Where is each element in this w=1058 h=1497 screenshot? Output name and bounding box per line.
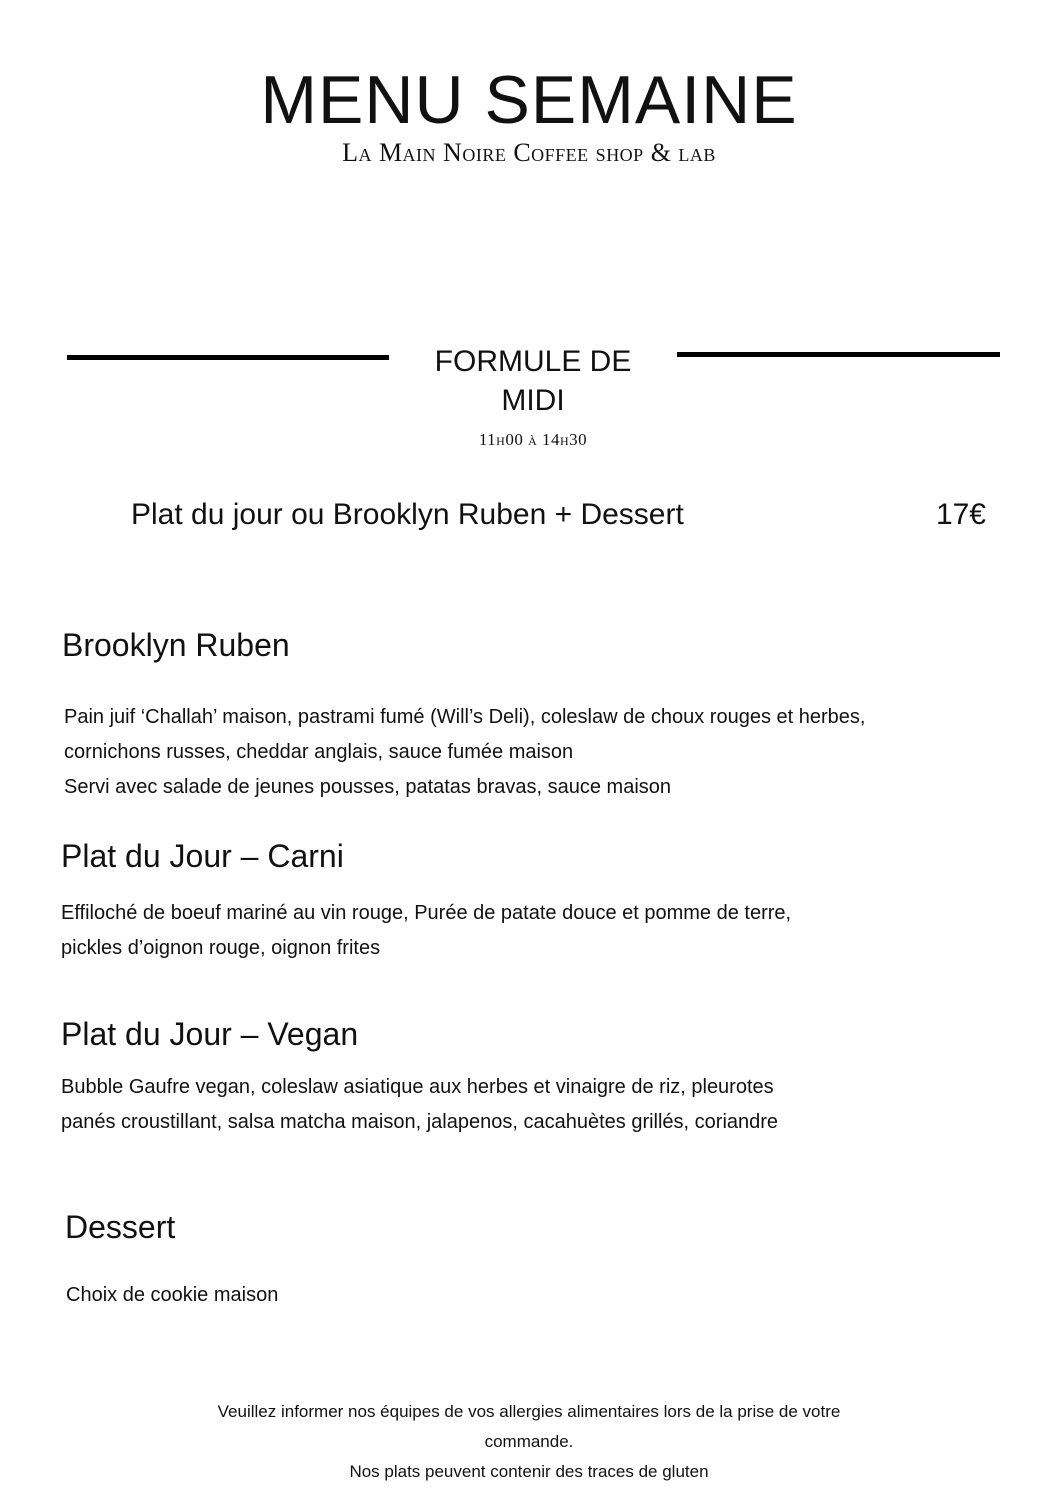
description-line: pickles d’oignon rouge, oignon frites: [61, 937, 381, 959]
shop-name-subtitle: La Main Noire Coffee shop & lab: [342, 138, 716, 167]
description-line: Choix de cookie maison: [66, 1284, 279, 1306]
section-description-brooklyn-ruben: [64, 700, 865, 805]
description-line: cornichons russes, cheddar anglais, sauce fumée maison: [64, 741, 574, 763]
right-divider: [677, 352, 1000, 357]
description-line: Bubble Gaufre vegan, coleslaw asiatique aux herbes et vinaigre de riz, pleurotes: [61, 1076, 774, 1098]
allergy-notice-continued: commande.: [484, 1432, 574, 1451]
section-heading-carni: Plat du Jour – Carni: [61, 838, 344, 874]
formule-title-line2: MIDI: [501, 384, 565, 417]
formule-title-line1: FORMULE DE: [434, 345, 632, 378]
left-divider: [67, 355, 389, 360]
description-line: panés croustillant, salsa matcha maison, jalapenos, cacahuètes grillés, coriandre: [61, 1111, 779, 1133]
formule-price: 17€: [935, 498, 986, 531]
description-line: Pain juif ‘Challah’ maison, pastrami fumé (Will’s Deli), coleslaw de choux rouges et herbes,: [64, 706, 866, 728]
section-heading-brooklyn-ruben: Brooklyn Ruben: [62, 627, 290, 663]
description-line: Servi avec salade de jeunes pousses, patatas bravas, sauce maison: [64, 776, 672, 798]
section-heading-dessert: Dessert: [65, 1209, 176, 1245]
formule-hours: 11h00 à 14h30: [478, 430, 588, 449]
section-description-carni: [61, 896, 791, 966]
allergy-notice: Veuillez informer nos équipes de vos allergies alimentaires lors de la prise de votre: [217, 1402, 841, 1421]
page-title: MENU SEMAINE: [260, 62, 798, 138]
section-description-dessert: [66, 1278, 278, 1313]
gluten-notice: Nos plats peuvent contenir des traces de gluten: [349, 1462, 709, 1481]
formule-title: [400, 342, 666, 420]
section-description-vegan: [61, 1070, 778, 1140]
formule-offer: Plat du jour ou Brooklyn Ruben + Dessert: [131, 498, 684, 531]
description-line: Effiloché de boeuf mariné au vin rouge, Purée de patate douce et pomme de terre,: [61, 902, 792, 924]
section-heading-vegan: Plat du Jour – Vegan: [61, 1016, 359, 1052]
